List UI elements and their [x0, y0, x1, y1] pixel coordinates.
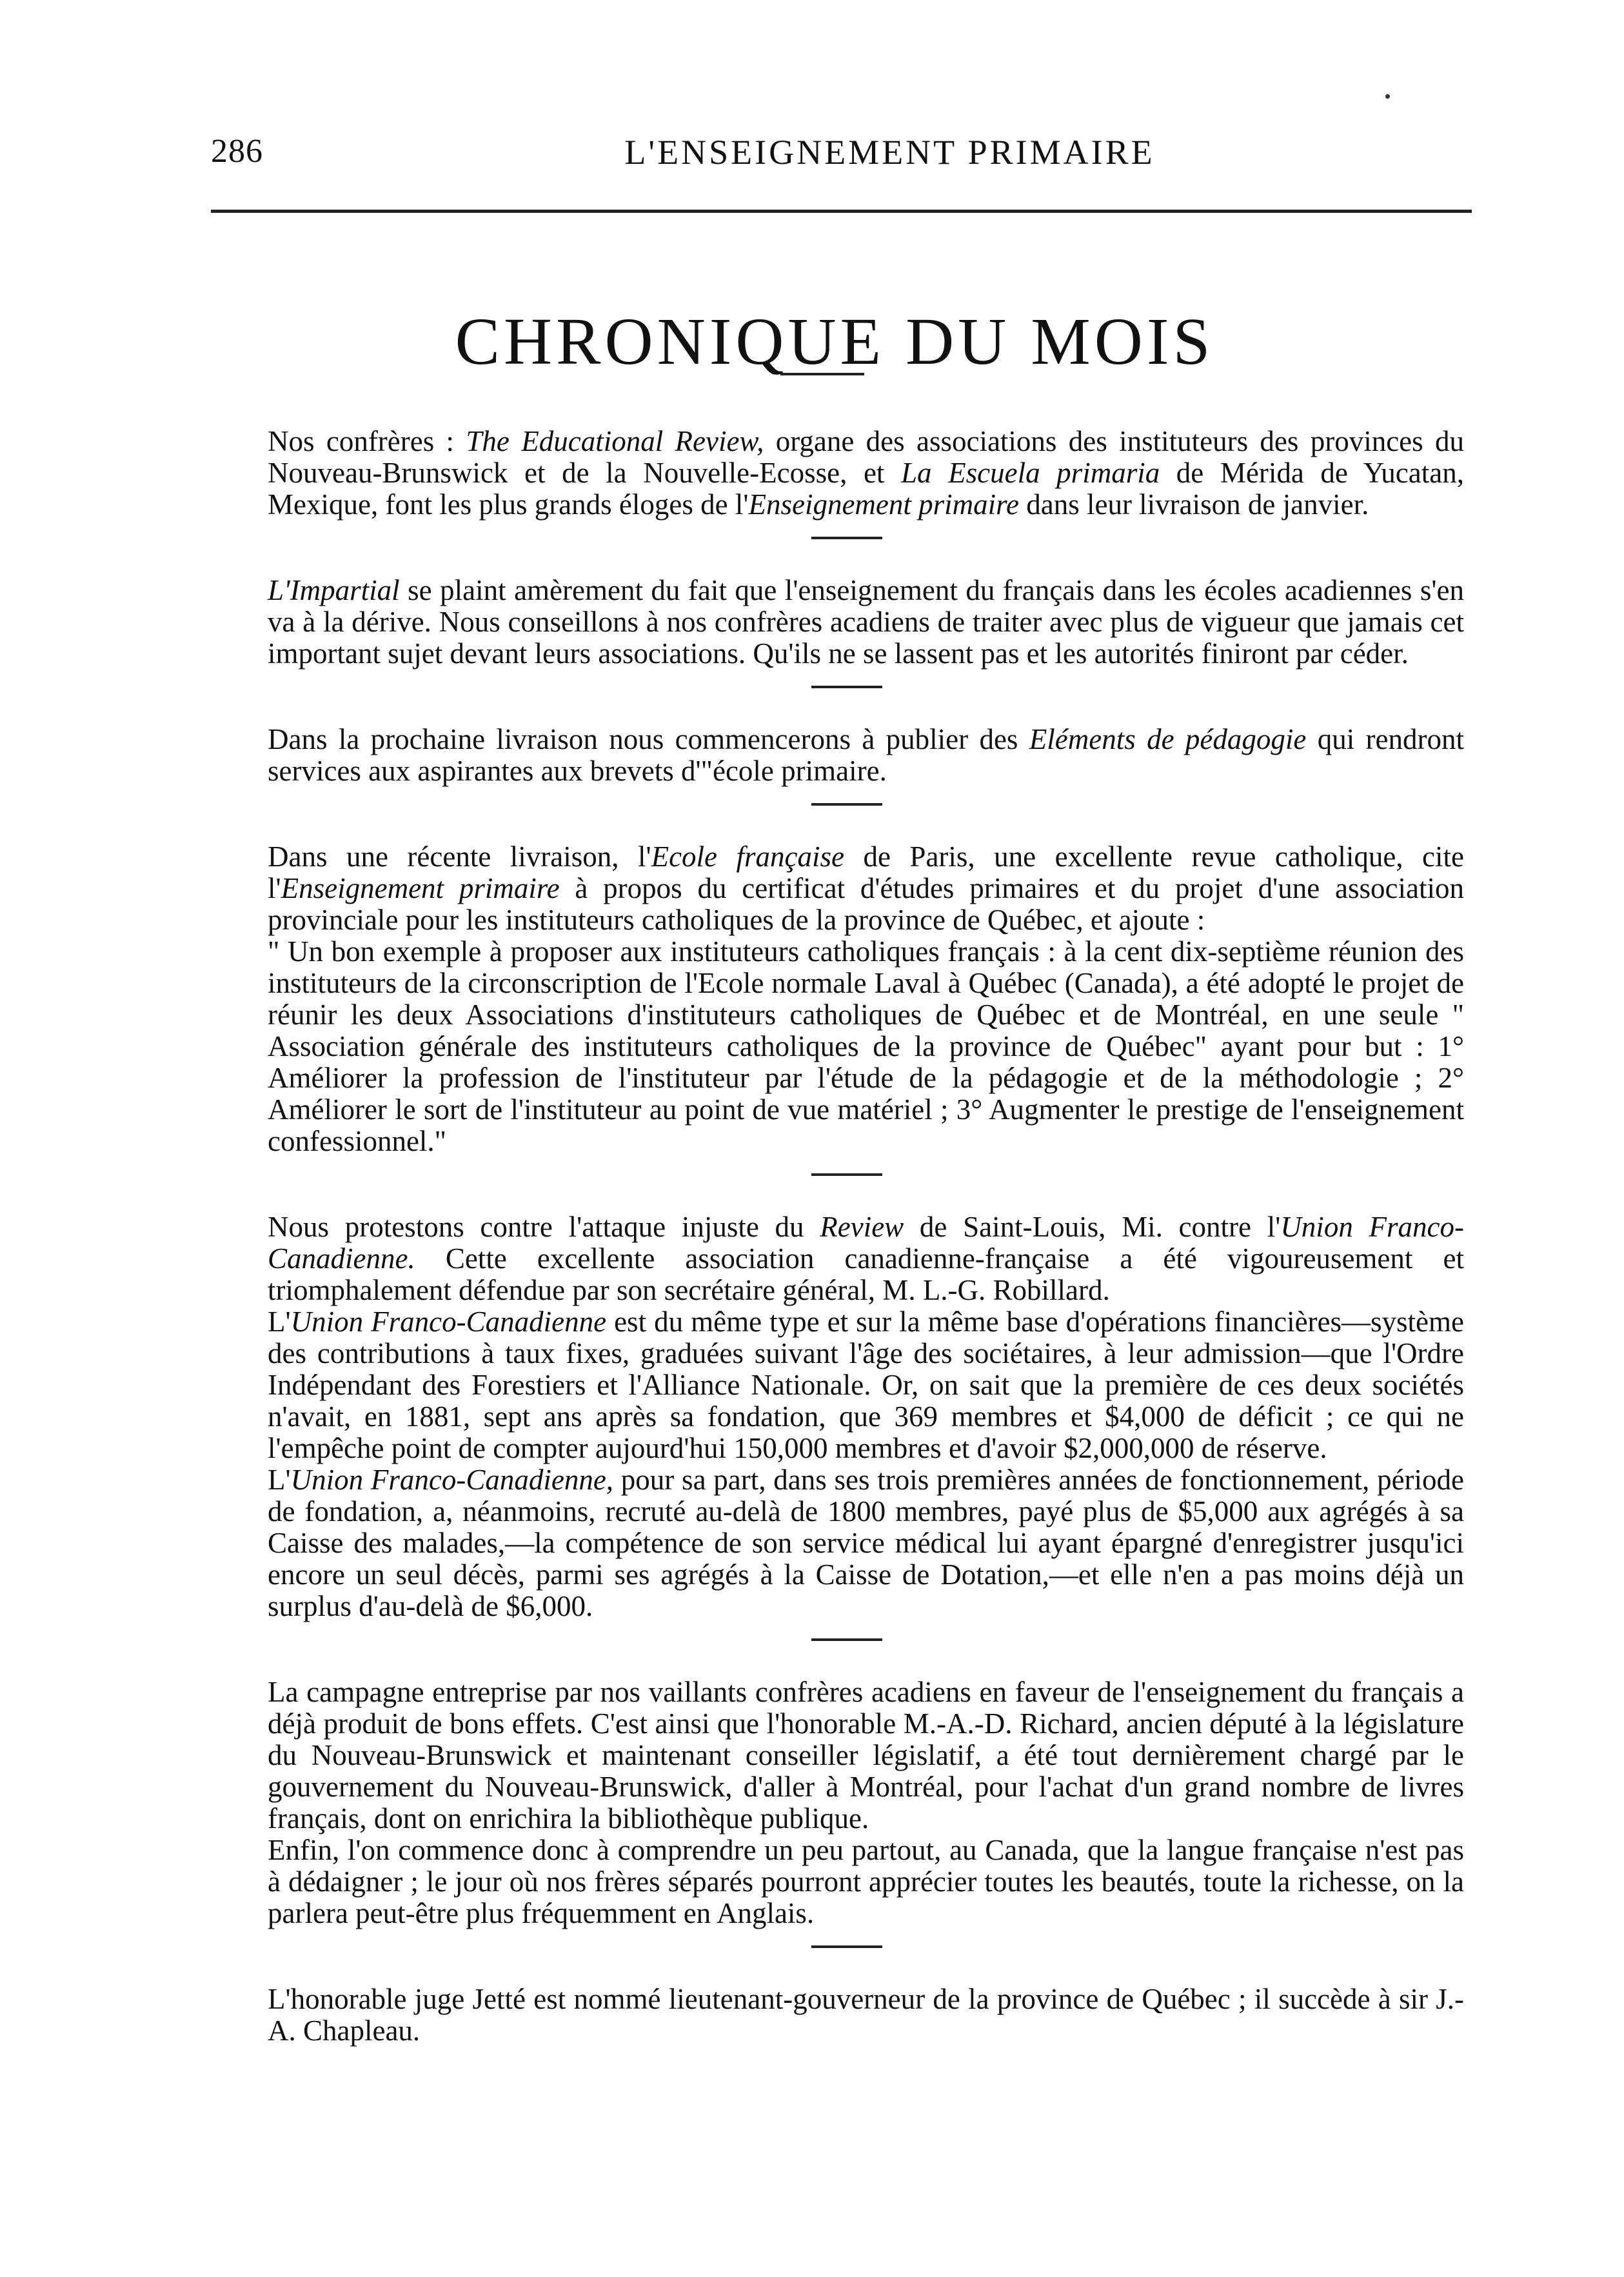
paragraph-confreres [268, 426, 1464, 521]
italic-title: Union Franco-Canadienne. [268, 1211, 1464, 1275]
section-separator [811, 1638, 882, 1641]
paragraph-union-type [268, 1306, 1464, 1464]
italic-title: L'Impartial [268, 574, 400, 606]
text-run: se plaint amèrement du fait que l'enseignement du français dans les écoles acadiennes s'en va à la dérive. Nous conseillons à nos confrères acadiens de traiter avec plus de vigueur que jamais cet important sujet devant leurs associations. Qu'ils ne se lassent pas et les autorités finiront par céder. [268, 574, 1464, 670]
italic-title: Ecole française [651, 840, 844, 873]
article-body [268, 426, 1464, 2047]
section-separator [811, 1945, 882, 1948]
text-run: est du même type et sur la même base d'opérations financières—système des contributions à taux fixes, graduées suivant l'âge des sociétaires, à leur admission—que l'Ordre Indépendant des Forestiers et l'Alliance Nationale. Or, on sait que la première de ces deux sociétés n'avait, en 1881, sept ans après sa fondation, que 369 membres et $4,000 de déficit ; ce qui ne l'empêche point de compter aujourd'hui 150,000 membres et d'avoir $2,000,000 de réserve. [268, 1306, 1465, 1464]
italic-title: Union Franco-Canadienne [290, 1306, 607, 1338]
header-rule [211, 210, 1472, 213]
italic-title: Enseignement primaire [748, 488, 1019, 521]
text-run: L' [268, 1464, 291, 1496]
quotation: " Un bon exemple à proposer aux instituteurs catholiques français : à la cent dix-septième réunion des instituteurs de la circonscription de l'Ecole normale Laval à Québec (Canada), a été adopté le projet de réunir les deux Associations d'instituteurs catholiques de Québec et de Montréal, en une seule " Association générale des instituteurs catholiques de la province de Québec" ayant pour but : 1° Améliorer la profession de l'instituteur par l'étude de la pédagogie et de la méthodologie ; 2° Améliorer le sort de l'instituteur au point de vue matériel ; 3° Augmenter le prestige de l'enseignement confessionnel." [268, 935, 1464, 1157]
text-run: L' [268, 1306, 291, 1338]
paragraph-union-results [268, 1464, 1464, 1622]
paragraph-juge-jette: L'honorable juge Jetté est nommé lieutenant-gouverneur de la province de Québec ; il succède à sir J.-A. Chapleau. [268, 1983, 1464, 2047]
paragraph-union-protest [268, 1211, 1464, 1306]
italic-title: Eléments de pédagogie [1029, 723, 1307, 755]
section-separator [811, 1173, 882, 1176]
text-run: qui rendront services aux aspirantes aux brevets d'"école primaire. [268, 723, 1464, 787]
paragraph-impartial [268, 575, 1464, 670]
text-run: Nos confrères : [268, 425, 466, 457]
text-run: Nous protestons contre l'attaque injuste du [268, 1211, 820, 1243]
page-title: CHRONIQUE DU MOIS [455, 304, 1214, 379]
text-run: Cette excellente association canadienne-française a été vigoureusement et triomphalement défendue par son secrétaire général, M. L.-G. Robillard. [268, 1242, 1464, 1306]
text-run: organe des associations des instituteurs des provinces du Nouveau-Brunswick et de la Nouvelle-Ecosse, et [268, 425, 1464, 489]
paragraph-ecole-francaise [268, 841, 1464, 936]
paragraph-prochaine-livraison [268, 724, 1464, 787]
italic-title: The Educational Review, [466, 425, 764, 457]
italic-title: Review [820, 1211, 904, 1243]
paragraph-campagne: La campagne entreprise par nos vaillants confrères acadiens en faveur de l'enseignement du français a déjà produit de bons effets. C'est ainsi que l'honorable M.-A.-D. Richard, ancien député à la législature du Nouveau-Brunswick et maintenant conseiller législatif, a été tout dernièrement chargé par le gouvernement du Nouveau-Brunswick, d'aller à Montréal, pour l'achat d'un grand nombre de livres français, dont on enrichira la bibliothèque publique. [268, 1676, 1464, 1835]
section-separator [811, 537, 882, 539]
paragraph-enfin: Enfin, l'on commence donc à comprendre un peu partout, au Canada, que la langue française n'est pas à dédaigner ; le jour où nos frères séparés pourront apprécier toutes les beautés, toute la richesse, on la parlera peut-être plus fréquemment en Anglais. [268, 1834, 1464, 1929]
text-run: dans leur livraison de janvier. [1018, 488, 1369, 521]
running-header [211, 132, 1472, 177]
italic-title: Union Franco-Canadienne, [290, 1464, 614, 1496]
text-run: Dans la prochaine livraison nous commencerons à publier des [268, 723, 1029, 755]
page-number: 286 [211, 133, 263, 170]
section-separator [811, 803, 882, 806]
text-run: de Saint-Louis, Mi. contre l' [904, 1211, 1281, 1243]
text-run: de Paris, une excellente revue catholique, cite l' [268, 840, 1464, 904]
title-rule [780, 373, 864, 375]
italic-title: Enseignement primaire [281, 872, 560, 904]
text-run: pour sa part, dans ses trois premières années de fonctionnement, période de fondation, a, néanmoins, recruté au-delà de 1800 membres, payé plus de $5,000 aux agrégés à sa Caisse des malades,—la compétence de son service médical lui ayant épargné d'enregistrer jusqu'ici encore un seul décès, parmi ses agrégés à la Caisse de Dotation,—et elle n'en a pas moins déjà un surplus d'au-delà de $6,000. [268, 1464, 1465, 1622]
text-run: de Mérida de Yucatan, Mexique, font les plus grands éloges de l' [268, 457, 1464, 521]
italic-title: La Escuela primaria [901, 457, 1160, 489]
text-run: Dans une récente livraison, l' [268, 840, 651, 873]
running-title: L'ENSEIGNEMENT PRIMAIRE [624, 133, 1155, 172]
stray-mark [1385, 94, 1390, 99]
text-run: à propos du certificat d'études primaires et du projet d'une association provinciale pour les instituteurs catholiques de la province de Québec, et ajoute : [268, 872, 1464, 936]
section-separator [811, 686, 882, 688]
